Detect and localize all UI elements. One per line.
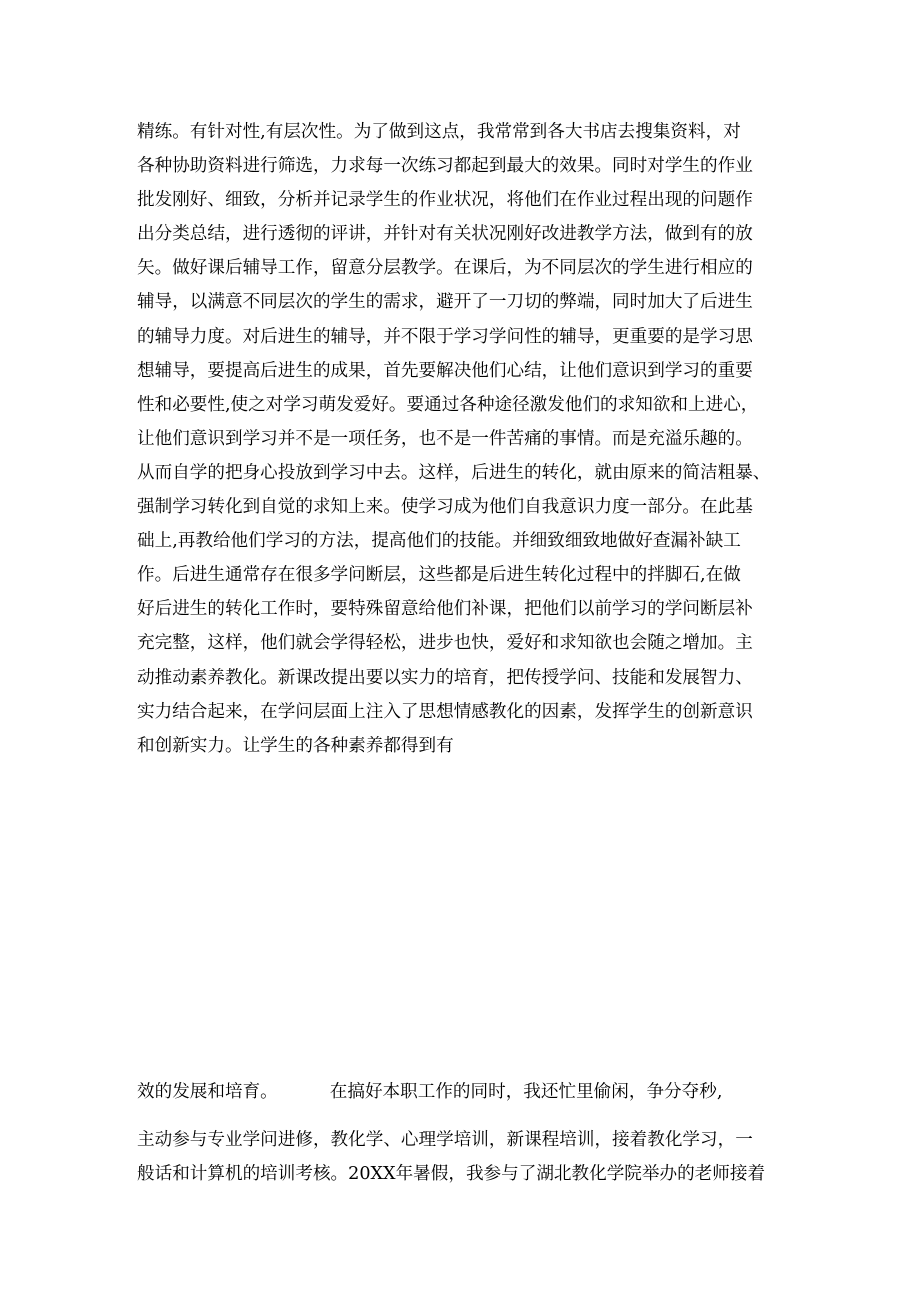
text-line: 精练。有针对性,有层次性。为了做到这点，我常常到各大书店去搜集资料，对 <box>137 122 741 142</box>
text-line: 主动参与专业学问进修，教化学、心理学培训，新课程培训，接着教化学习，一 <box>137 1130 753 1150</box>
text-line: 实力结合起来，在学问层面上注入了思想情感教化的因素，发挥学生的创新意识 <box>137 701 753 722</box>
break-line-left: 效的发展和培育。 <box>137 1082 278 1102</box>
text-line: 让他们意识到学习并不是一项任务，也不是一件苦痛的事情。而是充溢乐趣的。 <box>137 428 753 449</box>
text-line: 和创新实力。让学生的各种素养都得到有 <box>137 735 454 756</box>
text-line: 批发刚好、细致，分析并记录学生的作业状况，将他们在作业过程出现的问题作 <box>137 190 753 211</box>
text-line: 辅导，以满意不同层次的学生的需求，避开了一刀切的弊端，同时加大了后进生 <box>137 292 753 313</box>
break-line-right: 在搞好本职工作的同时，我还忙里偷闲，争分夺秒, <box>329 1082 723 1102</box>
text-line: 各种协助资料进行筛选，力求每一次练习都起到最大的效果。同时对学生的作业 <box>137 156 753 177</box>
text-line: 动推动素养教化。新课改提出要以实力的培育，把传授学问、技能和发展智力、 <box>137 667 753 688</box>
text-line: 性和必要性,使之对学习萌发爱好。要通过各种途径激发他们的求知欲和上进心， <box>137 394 759 415</box>
text-line: 想辅导，要提高后进生的成果，首先要解决他们心结，让他们意识到学习的重要 <box>137 360 753 381</box>
text-line: 好后进生的转化工作时，要特殊留意给他们补课，把他们以前学习的学问断层补 <box>137 599 753 620</box>
text-line: 的辅导力度。对后进生的辅导，并不限于学习学问性的辅导，更重要的是学习思 <box>137 326 753 347</box>
last-paragraph <box>137 1123 787 1191</box>
text-line: 作。后进生通常存在很多学问断层，这些都是后进生转化过程中的拌脚石,在做 <box>137 565 741 586</box>
text-line: 般话和计算机的培训考核。20XX年暑假，我参与了湖北教化学院举办的老师接着 <box>137 1164 766 1185</box>
text-line: 础上,再教给他们学习的方法，提高他们的技能。并细致细致地做好查漏补缺工 <box>137 531 741 552</box>
main-paragraph <box>137 115 787 763</box>
text-line: 从而自学的把身心投放到学习中去。这样，后进生的转化，就由原来的简洁粗暴、 <box>137 462 771 483</box>
text-line: 强制学习转化到自觉的求知上来。使学习成为他们自我意识力度一部分。在此基 <box>137 497 753 518</box>
paragraph-break-line <box>137 1077 787 1107</box>
text-line: 充完整，这样，他们就会学得轻松，进步也快，爱好和求知欲也会随之增加。主 <box>137 633 753 654</box>
text-line: 出分类总结，进行透彻的评讲，并针对有关状况刚好改进教学方法，做到有的放 <box>137 224 753 245</box>
text-line: 矢。做好课后辅导工作，留意分层教学。在课后，为不同层次的学生进行相应的 <box>137 258 753 279</box>
